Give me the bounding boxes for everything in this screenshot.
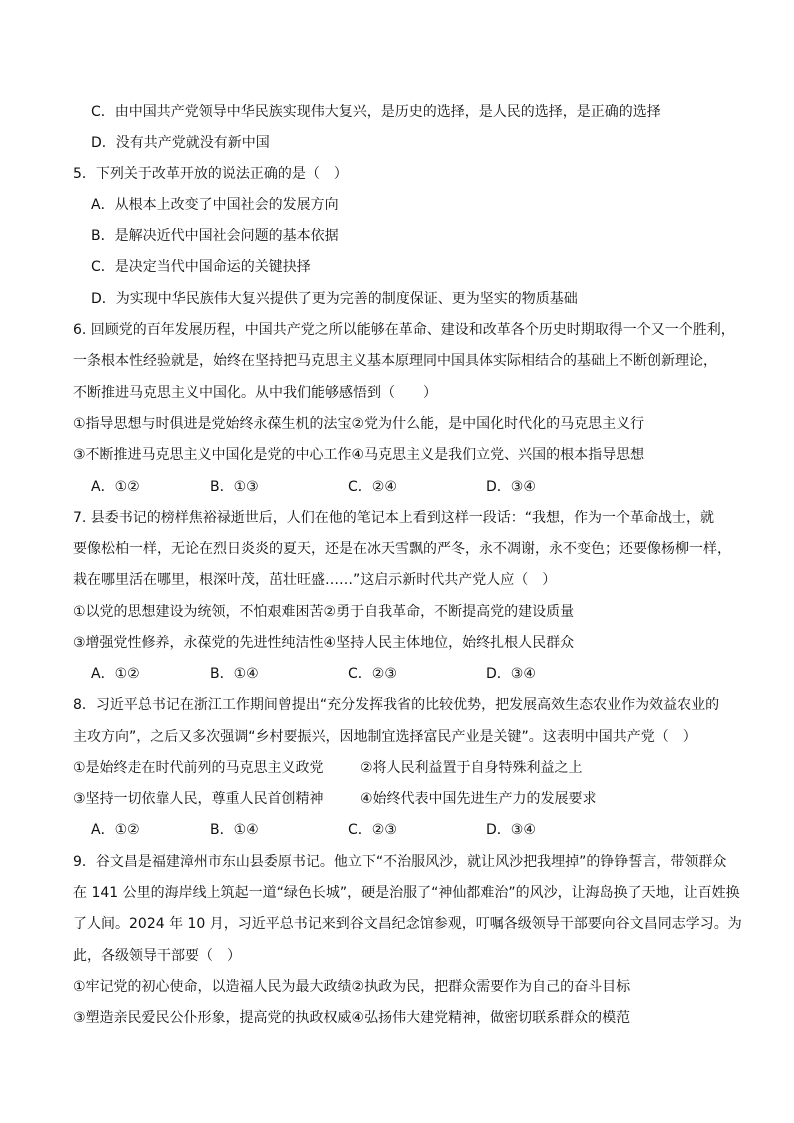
q7-choice-a: A．①② (91, 666, 140, 682)
q8-choice-a: A．①② (91, 822, 140, 838)
q4-option-c: C．由中国共产党领导中华民族实现伟大复兴，是历史的选择，是人民的选择，是正确的选择 (91, 104, 661, 120)
q8-stem-line-2: 主攻方向”，之后又多次强调“乡村要振兴，因地制宜选择富民产业是关键”。这表明中国共产党（ ） (73, 729, 697, 745)
q5-stem: 5．下列关于改革开放的说法正确的是（ ） (73, 166, 348, 182)
q4-option-d: D．没有共产党就没有新中国 (91, 135, 270, 151)
q6-choice-b: B．①③ (210, 479, 259, 495)
q6-items-1-2: ①指导思想与时俱进是党始终永葆生机的法宝②党为什么能，是中国化时代化的马克思主义行 (73, 416, 645, 432)
q8-item-4: ④始终代表中国先进生产力的发展要求 (360, 791, 597, 807)
q5-option-c: C．是决定当代中国命运的关键抉择 (91, 259, 311, 275)
q7-choice-d: D．③④ (486, 666, 536, 682)
q6-choice-a: A．①② (91, 479, 140, 495)
q9-stem-line-1: 9．谷文昌是福建漳州市东山县委原书记。他立下“不治服风沙，就让风沙把我埋掉”的铮铮誓言，带领群众 (73, 854, 727, 870)
q7-items-1-2: ①以党的思想建设为统领，不怕艰难困苦②勇于自我革命，不断提高党的建设质量 (73, 604, 575, 620)
q8-item-3: ③坚持一切依靠人民，尊重人民首创精神 (73, 791, 324, 807)
q5-option-d: D．为实现中华民族伟大复兴提供了更为完善的制度保证、更为坚实的物质基础 (91, 291, 578, 307)
q7-items-3-4: ③增强党性修养，永葆党的先进性纯洁性④坚持人民主体地位，始终扎根人民群众 (73, 635, 575, 651)
q6-stem-line-2: 一条根本性经验就是，始终在坚持把马克思主义基本原理同中国具体实际相结合的基础上不断创新理论， (73, 353, 717, 369)
q7-stem-line-3: 栽在哪里活在哪里，根深叶茂，茁壮旺盛……”这启示新时代共产党人应（ ） (73, 572, 557, 588)
q5-option-a: A．从根本上改变了中国社会的发展方向 (91, 197, 339, 213)
q5-option-b: B．是解决近代中国社会问题的基本依据 (91, 228, 339, 244)
q8-item-1: ①是始终走在时代前列的马克思主义政党 (73, 760, 324, 776)
q8-choice-d: D．③④ (486, 822, 536, 838)
q8-item-2: ②将人民利益置于自身特殊利益之上 (360, 760, 583, 776)
q8-stem-line-1: 8．习近平总书记在浙江工作期间曾提出“充分发挥我省的比较优势，把发展高效生态农业作为效益农业的 (73, 697, 720, 713)
q8-choice-b: B．①④ (210, 822, 259, 838)
q9-items-1-2: ①牢记党的初心使命，以造福人民为最大政绩②执政为民，把群众需要作为自己的奋斗目标 (73, 979, 631, 995)
q6-stem-line-3: 不断推进马克思主义中国化。从中我们能够感悟到（ ） (73, 385, 437, 401)
q7-stem-line-1: 7. 县委书记的榜样焦裕禄逝世后，人们在他的笔记本上看到这样一段话：“我想，作为一个革命战士，就 (73, 510, 715, 526)
q7-stem-line-2: 要像松柏一样，无论在烈日炎炎的夏天，还是在冰天雪飘的严冬，永不凋谢，永不变色；还要像杨柳一样， (73, 541, 731, 557)
q6-items-3-4: ③不断推进马克思主义中国化是党的中心工作④马克思主义是我们立党、兴国的根本指导思想 (73, 447, 645, 463)
q6-choice-d: D．③④ (486, 479, 536, 495)
q6-stem-line-1: 6. 回顾党的百年发展历程，中国共产党之所以能够在革命、建设和改革各个历史时期取得一个又一个胜利， (73, 322, 735, 338)
q9-stem-line-4: 此，各级领导干部要（ ） (73, 948, 241, 964)
q7-choice-c: C．②③ (348, 666, 397, 682)
q9-stem-line-2: 在 141 公里的海岸线上筑起一道“绿色长城”，硬是治服了“神仙都难治”的风沙，让海岛换了天地，让百姓换 (73, 885, 740, 901)
q6-choice-c: C．②④ (348, 479, 397, 495)
q9-stem-line-3: 了人间。2024 年 10 月，习近平总书记来到谷文昌纪念馆参观，叮嘱各级领导干部要向谷文昌同志学习。为 (73, 916, 742, 932)
q9-items-3-4: ③塑造亲民爱民公仆形象，提高党的执政权威④弘扬伟大建党精神，做密切联系群众的模范 (73, 1010, 631, 1026)
q8-choice-c: C．②③ (348, 822, 397, 838)
q7-choice-b: B．①④ (210, 666, 259, 682)
